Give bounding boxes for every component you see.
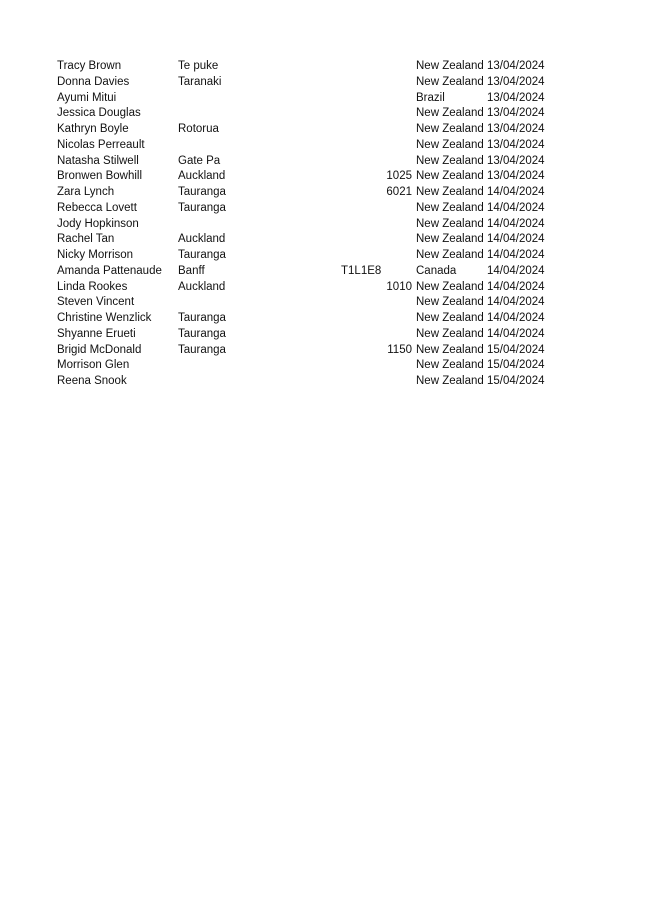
city-cell: Gate Pa <box>178 154 221 167</box>
city-cell: Auckland <box>178 170 226 183</box>
table-row <box>0 343 645 359</box>
country-cell: New Zealand <box>416 138 484 151</box>
table-row <box>0 358 645 374</box>
country-cell: New Zealand <box>416 201 484 214</box>
country-cell: New Zealand <box>416 75 484 88</box>
city-cell: Tauranga <box>178 343 226 356</box>
date-cell: 14/04/2024 <box>487 327 545 340</box>
country-cell: New Zealand <box>416 233 484 246</box>
table-row <box>0 248 645 264</box>
date-cell: 15/04/2024 <box>487 375 545 387</box>
date-cell: 13/04/2024 <box>487 60 545 72</box>
table-row <box>0 138 645 154</box>
postal-code-cell: 1025 <box>386 170 412 183</box>
country-cell: New Zealand <box>416 249 484 261</box>
date-cell: 14/04/2024 <box>487 264 545 277</box>
data-sheet <box>0 59 645 390</box>
country-cell: Canada <box>416 264 457 277</box>
table-row <box>0 169 645 185</box>
name-cell: Ayumi Mitui <box>57 91 117 104</box>
date-cell: 14/04/2024 <box>487 217 545 230</box>
table-row <box>0 327 645 343</box>
name-cell: Donna Davies <box>57 75 130 88</box>
postal-code-cell: 6021 <box>386 186 412 198</box>
country-cell: New Zealand <box>416 375 484 387</box>
name-cell: Bronwen Bowhill <box>57 170 143 183</box>
city-cell: Tauranga <box>178 249 226 261</box>
country-cell: New Zealand <box>416 280 484 293</box>
table-row <box>0 280 645 296</box>
table-row <box>0 311 645 327</box>
date-cell: 13/04/2024 <box>487 138 545 151</box>
date-cell: 14/04/2024 <box>487 296 545 309</box>
name-cell: Natasha Stilwell <box>57 154 139 167</box>
name-cell: Rachel Tan <box>57 233 115 246</box>
name-cell: Amanda Pattenaude <box>57 264 162 277</box>
name-cell: Reena Snook <box>57 375 127 387</box>
name-cell: Rebecca Lovett <box>57 201 137 214</box>
table-row <box>0 91 645 107</box>
country-cell: New Zealand <box>416 107 484 120</box>
country-cell: Brazil <box>416 91 445 104</box>
table-row <box>0 122 645 138</box>
city-cell: Taranaki <box>178 75 222 88</box>
city-cell: Banff <box>178 264 205 277</box>
city-cell: Auckland <box>178 280 226 293</box>
date-cell: 13/04/2024 <box>487 154 545 167</box>
country-cell: New Zealand <box>416 217 484 230</box>
date-cell: 13/04/2024 <box>487 107 545 120</box>
city-cell: Te puke <box>178 60 219 72</box>
date-cell: 13/04/2024 <box>487 123 545 135</box>
city-cell: Tauranga <box>178 312 226 324</box>
table-row <box>0 201 645 217</box>
table-row <box>0 374 645 390</box>
country-cell: New Zealand <box>416 60 484 72</box>
city-cell: Auckland <box>178 233 226 246</box>
name-cell: Nicky Morrison <box>57 249 134 261</box>
date-cell: 14/04/2024 <box>487 312 545 324</box>
country-cell: New Zealand <box>416 327 484 340</box>
country-cell: New Zealand <box>416 296 484 309</box>
date-cell: 14/04/2024 <box>487 201 545 214</box>
date-cell: 14/04/2024 <box>487 186 545 198</box>
name-cell: Jody Hopkinson <box>57 217 139 230</box>
date-cell: 14/04/2024 <box>487 249 545 261</box>
country-cell: New Zealand <box>416 154 484 167</box>
country-cell: New Zealand <box>416 343 484 356</box>
date-cell: 15/04/2024 <box>487 359 545 372</box>
country-cell: New Zealand <box>416 170 484 183</box>
table-row <box>0 154 645 170</box>
date-cell: 13/04/2024 <box>487 170 545 183</box>
name-cell: Kathryn Boyle <box>57 123 129 135</box>
table-row <box>0 217 645 233</box>
name-cell: Jessica Douglas <box>57 107 141 120</box>
name-cell: Brigid McDonald <box>57 343 142 356</box>
name-cell: Linda Rookes <box>57 280 128 293</box>
table-row <box>0 75 645 91</box>
date-cell: 14/04/2024 <box>487 280 545 293</box>
city-cell: Tauranga <box>178 201 226 214</box>
city-cell: Tauranga <box>178 327 226 340</box>
table-row <box>0 264 645 280</box>
table-row <box>0 295 645 311</box>
postal-code-cell: 1150 <box>387 343 412 356</box>
date-cell: 13/04/2024 <box>487 75 545 88</box>
name-cell: Nicolas Perreault <box>57 138 145 151</box>
postal-code-cell: 1010 <box>386 280 412 293</box>
table-row <box>0 185 645 201</box>
name-cell: Shyanne Erueti <box>57 327 136 340</box>
name-cell: Tracy Brown <box>57 60 122 72</box>
table-row <box>0 106 645 122</box>
country-cell: New Zealand <box>416 359 484 372</box>
country-cell: New Zealand <box>416 186 484 198</box>
date-cell: 14/04/2024 <box>487 233 545 246</box>
postal-code-cell: T1L1E8 <box>341 264 382 277</box>
name-cell: Steven Vincent <box>57 296 135 309</box>
country-cell: New Zealand <box>416 123 484 135</box>
date-cell: 13/04/2024 <box>487 91 545 104</box>
name-cell: Morrison Glen <box>57 359 130 372</box>
table-row <box>0 59 645 75</box>
name-cell: Christine Wenzlick <box>57 312 152 324</box>
city-cell: Rotorua <box>178 123 219 135</box>
country-cell: New Zealand <box>416 312 484 324</box>
name-cell: Zara Lynch <box>57 186 115 198</box>
table-row <box>0 232 645 248</box>
date-cell: 15/04/2024 <box>487 343 545 356</box>
city-cell: Tauranga <box>178 186 226 198</box>
